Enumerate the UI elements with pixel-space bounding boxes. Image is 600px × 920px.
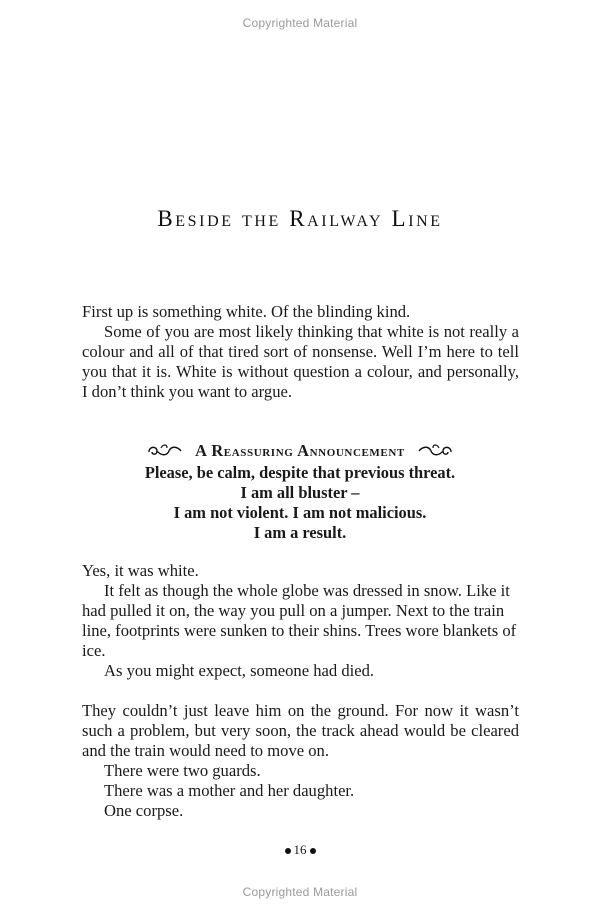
body-section-1 bbox=[82, 302, 519, 402]
folio-dot-icon bbox=[285, 848, 291, 854]
watermark-top: Copyrighted Material bbox=[242, 16, 358, 30]
folio-dot-icon bbox=[310, 848, 316, 854]
paragraph: As you might expect, someone had died. bbox=[104, 661, 375, 680]
paragraph: First up is something white. Of the blinding kind. bbox=[82, 302, 411, 321]
ornament-right-icon bbox=[417, 442, 453, 460]
page-number-text: 16 bbox=[293, 842, 307, 857]
announcement-line: I am not violent. I am not malicious. bbox=[173, 503, 427, 522]
paragraph: Yes, it was white. bbox=[82, 561, 199, 580]
paragraph: Some of you are most likely thinking that white is not really a colour and all of that tired sort of nonsense. Well I’m here to tell you that it is. White is without question a colour, and personally, I don’t think you want to argue. bbox=[82, 322, 519, 401]
paragraph: They couldn’t just leave him on the ground. For now it wasn’t such a problem, but very soon, the track ahead would be cleared and the train would need to move on. bbox=[82, 701, 519, 760]
announcement-line: I am a result. bbox=[253, 523, 347, 542]
paragraph: One corpse. bbox=[104, 801, 184, 820]
watermark-bottom: Copyrighted Material bbox=[242, 885, 358, 899]
announcement-block bbox=[0, 441, 600, 543]
announcement-heading bbox=[0, 441, 600, 461]
announcement-line: I am all bluster – bbox=[240, 483, 360, 502]
chapter-title: Beside the Railway Line bbox=[157, 206, 443, 231]
paragraph: There was a mother and her daughter. bbox=[104, 781, 355, 800]
page-number bbox=[0, 842, 600, 858]
paragraph: It felt as though the whole globe was dressed in snow. Like it had pulled it on, the way you pull on a jumper. Next to the train line, footprints were sunken to their shins. Trees wore blankets of ice. bbox=[82, 581, 517, 660]
body-section-2 bbox=[82, 561, 519, 681]
announcement-title: A Reassuring Announcement bbox=[195, 441, 405, 460]
paragraph: There were two guards. bbox=[104, 761, 261, 780]
ornament-left-icon bbox=[147, 442, 183, 460]
announcement-line: Please, be calm, despite that previous threat. bbox=[144, 463, 456, 482]
body-section-3 bbox=[82, 701, 519, 821]
